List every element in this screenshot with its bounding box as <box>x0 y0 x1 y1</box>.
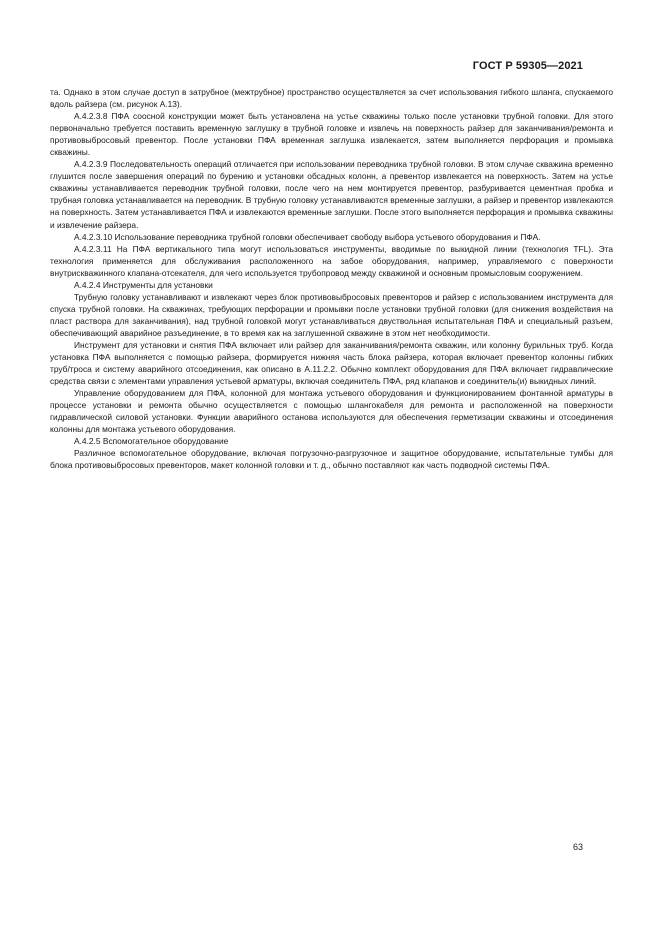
paragraph: А.4.2.3.9 Последовательность операций отличается при использовании переводника трубной головки. В этом случае скважина временно глушится после завершения операций по бурению и установки обсадных колонн, а превентор извлекается на поверхность. Затем на устье скважины устанавливается переводник трубной головки, после чего на нем монтируется превентор, разбуривается цементная пробка и трубная головка устанавливается на переводник. В трубную головку устанавливаются временные заглушки, а райзер и превентор извлекаются на поверхность. Затем устанавливается ПФА и извлекаются временные заглушки. После этого выполняется перфорация и промывка скважины и извлечение райзера. <box>50 159 613 230</box>
section-heading: А.4.2.5 Вспомогательное оборудование <box>74 436 229 447</box>
paragraph: Различное вспомогательное оборудование, включая погрузочно-разгрузочное и защитное оборудование, испытательные тумбы для блока противовыбросовых превенторов, макет колонной головки и т. д., обычно поставляют как часть подводной системы ПФА. <box>50 448 613 471</box>
page-number: 63 <box>572 842 583 852</box>
paragraph: Управление оборудованием для ПФА, колонной для монтажа устьевого оборудования и функционированием фонтанной арматуры в процессе установки и ремонта обычно осуществляется с помощью шлангокабеля для ремонта и расположенной на поверхности гидравлической силовой установки. Функции аварийного останова используются для обеспечения герметизации скважины и отсоединения колонны для монтажа устьевого оборудования. <box>50 388 613 435</box>
paragraph: Инструмент для установки и снятия ПФА включает или райзер для заканчивания/ремонта скважин, или колонну бурильных труб. Когда установка ПФА выполняется с помощью райзера, формируется нижняя часть блока райзера, которая включает превентор колонны гибких труб/троса и систему аварийного отсоединения, как описано в А.11.2.2. Обычно комплект оборудования для ПФА включает гидравлические средства связи с элементами управления устьевой арматуры, включая соединитель ПФА, ряд клапанов и соединитель(и) выкидных линий. <box>50 339 613 387</box>
section-heading: А.4.2.4 Инструменты для установки <box>74 279 213 290</box>
paragraph: та. Однако в этом случае доступ в затрубное (межтрубное) пространство осуществляется за счет использования гибкого шланга, спускаемого вдоль райзера (см. рисунок А.13). <box>50 87 613 110</box>
paragraph: Трубную головку устанавливают и извлекают через блок противовыбросовых превенторов и райзер с использованием инструмента для спуска трубной головки. На скважинах, требующих перфорации и промывки после установки трубной головки (для снижения воздействия на пласт раствора для заканчивания), над трубной головкой могут устанавливаться двуствольная испытательная ПФА и специальный разъем, обеспечивающий аварийное разъединение, в то время как на заглушенной скважине в этом нет необходимости. <box>50 291 613 338</box>
paragraph: А.4.2.3.10 Использование переводника трубной головки обеспечивает свободу выбора устьевого оборудования и ПФА. <box>74 231 541 242</box>
document-body <box>50 86 613 472</box>
paragraph: А.4.2.3.11 На ПФА вертикального типа могут использоваться инструменты, вводимые по выкидной линии (технология TFL). Эта технология применяется для обслуживания расположенного на забое оборудования, например, управляемого с поверхности внутрискважинного клапана-отсекателя, для чего используется трубопровод между скважиной и основным промысловым сооружением. <box>50 243 613 278</box>
paragraph: А.4.2.3.8 ПФА соосной конструкции может быть установлена на устье скважины только после установки трубной головки. Для этого первоначально требуется поставить временную заглушку в трубной головке и извлечь на поверхность райзер для заканчивания/ремонта и противовыбросовый превентор. После установки ПФА временная заглушка извлекается, затем выполняется перфорация и промывка скважины. <box>50 111 613 158</box>
document-header-standard: ГОСТ Р 59305—2021 <box>472 60 583 72</box>
